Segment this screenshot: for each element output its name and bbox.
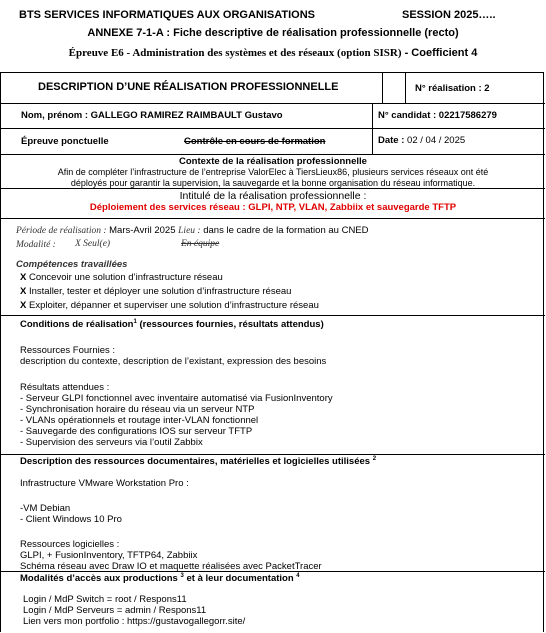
result-item: - VLANs opérationnels et routage inter-VLAN fonctionnel — [20, 415, 259, 426]
intitule-block — [1, 191, 545, 213]
results-title: Résultats attendues : — [20, 382, 110, 393]
candidate-number: N° candidat : 02217586279 — [378, 110, 497, 121]
portfolio-link[interactable]: Lien vers mon portfolio : https://gustavogallegorr.site/ — [23, 616, 246, 627]
conditions-title: Conditions de réalisation$^1$ (ressources fournies, résultats attendus) — [20, 319, 324, 331]
modalite-line — [16, 239, 56, 250]
context-line-2: déployés pour garantir la supervision, la sauvegarde et la bonne organisation du réseau informatique. — [70, 178, 476, 188]
periode-value: Mars-Avril 2025 — [106, 225, 179, 236]
controle-formation: Contrôle en cours de formation — [184, 136, 326, 147]
result-item: - Supervision des serveurs via l’outil Zabbix — [20, 437, 203, 448]
acces-title: Modalités d’accès aux productions $^3$ et à leur documentation $^4$ — [20, 573, 300, 585]
result-item: - Serveur GLPI fonctionnel avec inventaire automatisé via FusionInventory — [20, 393, 333, 404]
software-block — [20, 539, 322, 572]
exam-row — [1, 128, 545, 154]
date-value: 02 / 04 / 2025 — [404, 135, 466, 146]
ressources-title: Description des ressources documentaires, matérielles et logicielles utilisées $^2$ — [20, 456, 377, 468]
acces-line: Login / MdP Switch = root / Respons11 — [23, 594, 187, 605]
epreuve-ponctuelle: Épreuve ponctuelle — [21, 136, 109, 147]
description-row — [1, 73, 545, 103]
acces-row — [1, 571, 545, 633]
modalite-seul: X Seul(e) — [75, 239, 111, 249]
vm-list — [20, 503, 122, 525]
conditions-row — [1, 315, 545, 454]
coef-text: - Coefficient 4 — [401, 47, 478, 59]
result-item: - Sauvegarde des configurations IOS sur serveur TFTP — [20, 426, 253, 437]
results-block — [20, 382, 333, 448]
context-line-1: Afin de compléter l’infrastructure de l’entreprise ValorElec à TiersLieux86, plusieurs services réseaux ont été — [57, 167, 489, 177]
competence-item: X Installer, tester et déployer une solution d’infrastructure réseau — [20, 286, 292, 297]
intitule-title: Intitulé de la réalisation professionnelle : — [179, 190, 367, 202]
epreuve-title — [0, 47, 546, 59]
context-block — [1, 156, 545, 189]
vm-item: - Client Windows 10 Pro — [20, 514, 122, 525]
candidate-name: Nom, prénom : GALLEGO RAMIREZ RAIMBAULT Gustavo — [21, 110, 283, 121]
competences-title: Compétences travaillées — [16, 259, 128, 270]
periode-line — [16, 225, 369, 236]
session-label: SESSION 2025….. — [402, 9, 496, 21]
date-label: Date : — [378, 135, 405, 146]
software-title: Ressources logicielles : — [20, 539, 120, 550]
infra-label: Infrastructure VMware Workstation Pro : — [20, 478, 189, 489]
annex-title: ANNEXE 7-1-A : Fiche descriptive de réalisation professionnelle (recto) — [87, 27, 459, 39]
software-line: GLPI, + FusionInventory, TFTP64, Zabbiix — [20, 550, 198, 561]
candidate-row — [1, 103, 545, 128]
org-title: BTS SERVICES INFORMATIQUES AUX ORGANISATIONS — [19, 9, 316, 21]
resources-title: Ressources Fournies : — [20, 345, 116, 356]
date-field — [378, 135, 465, 146]
lieu-label: Lieu : — [178, 226, 201, 236]
description-title: DESCRIPTION D’UNE RÉALISATION PROFESSIONNELLE — [38, 81, 339, 93]
modalite-equipe: En équipe — [181, 239, 220, 249]
intitule-row — [1, 188, 545, 218]
competence-item: X Concevoir une solution d’infrastructure réseau — [20, 272, 223, 283]
resources-value: description du contexte, description de l’existant, expression des besoins — [20, 356, 327, 367]
periode-row — [1, 218, 545, 315]
context-row — [1, 154, 545, 188]
competences-list — [20, 271, 319, 313]
intitule-value: Déploiement des services réseau : GLPI, NTP, VLAN, Zabbiix et sauvegarde TFTP — [89, 202, 457, 213]
modalite-label: Modalité : — [16, 240, 56, 250]
realisation-number: N° réalisation : 2 — [415, 83, 490, 94]
result-item: - Synchronisation horaire du réseau via un serveur NTP — [20, 404, 255, 415]
vm-item: -VM Debian — [20, 503, 71, 514]
lieu-value: dans le cadre de la formation au CNED — [200, 225, 369, 236]
ressources-row — [1, 454, 545, 571]
periode-label: Période de réalisation : — [16, 226, 107, 236]
acces-line: Login / MdP Serveurs = admin / Respons11 — [23, 605, 207, 616]
software-line: Schéma réseau avec Draw IO et maquette réalisées avec PacketTracer — [20, 561, 322, 572]
acces-list — [23, 594, 245, 627]
competence-item: X Exploiter, dépanner et superviser une solution d’infrastructure réseau — [20, 300, 319, 311]
resources-block — [20, 345, 326, 367]
context-title: Contexte de la réalisation professionnelle — [179, 156, 367, 167]
epreuve-text: Épreuve E6 - Administration des systèmes et des réseaux (option SISR) — [68, 47, 402, 59]
form-frame — [0, 72, 544, 632]
